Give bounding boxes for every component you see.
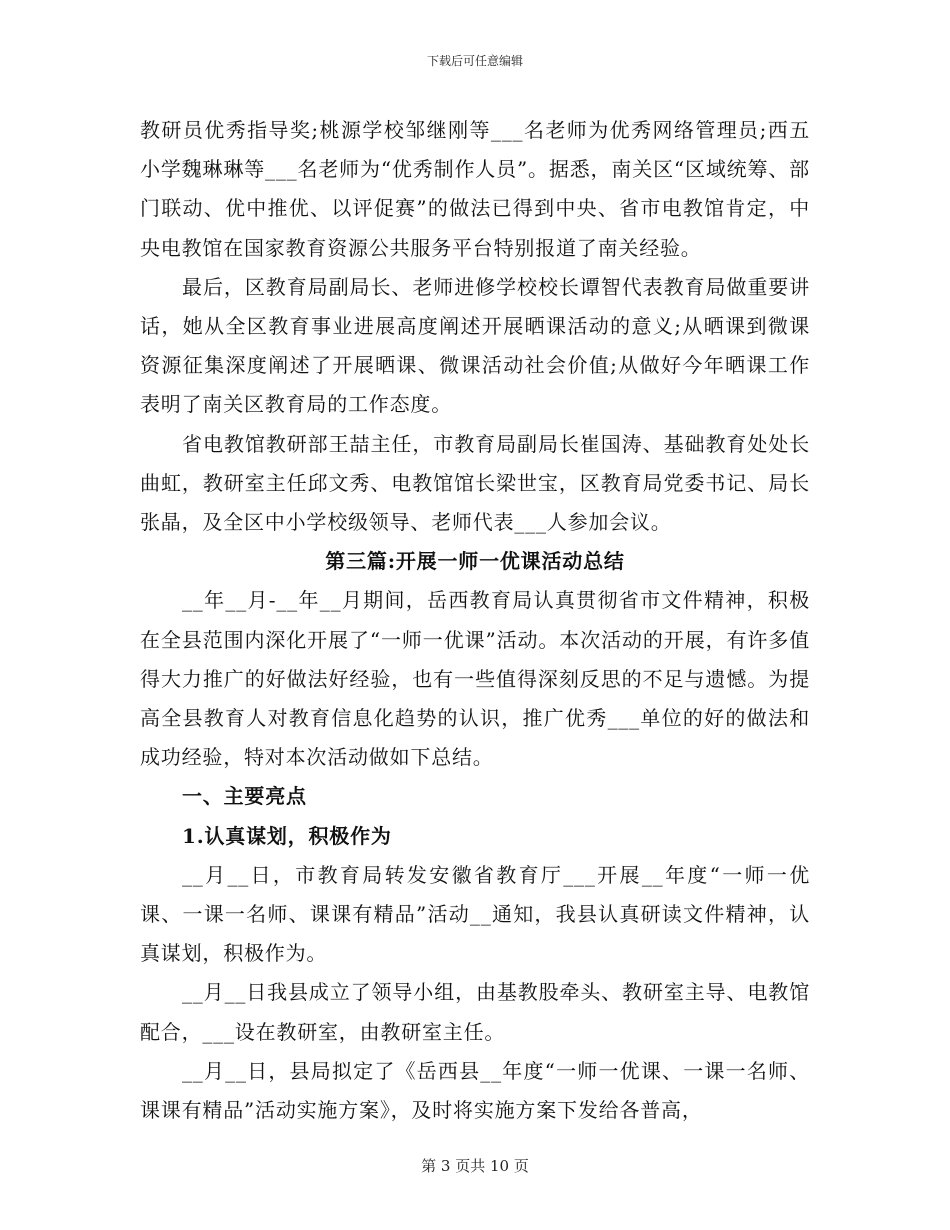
paragraph: __月__日我县成立了领导小组，由基教股牵头、教研室主导、电教馆配合，___设在教研室，由教研室主任。 [140, 980, 810, 1044]
paragraph: __月__日，市教育局转发安徽省教育厅___开展__年度“一师一优课、一课一名师、课课有精品”活动__通知，我县认真研读文件精神，认真谋划，积极作为。 [140, 862, 810, 966]
paragraph: 教研员优秀指导奖;桃源学校邹继刚等___名老师为优秀网络管理员;西五小学魏琳琳等___名老师为“优秀制作人员”。据悉，南关区“区域统筹、部门联动、优中推优、以评促赛”的做法已得到中央、省市电教馆肯定，中央电教馆在国家教育资源公共服务平台特别报道了南关经验。 [140, 118, 810, 260]
document-body [140, 111, 810, 1130]
paragraph: 最后，区教育局副局长、老师进修学校校长谭智代表教育局做重要讲话，她从全区教育事业进展高度阐述开展晒课活动的意义;从晒课到微课资源征集深度阐述了开展晒课、微课活动社会价值;从做好今年晒课工作表明了南关区教育局的工作态度。 [140, 274, 810, 417]
section-title: 第三篇:开展一师一优课活动总结 [325, 549, 625, 574]
subheading: 一、主要亮点 [182, 784, 307, 809]
paragraph: __月__日，县局拟定了《岳西县__年度“一师一优课、一课一名师、课课有精品”活动实施方案》，及时将实施方案下发给各普高， [140, 1058, 810, 1123]
page-footer: 第 3 页共 10 页 [421, 1157, 529, 1175]
subheading: 1.认真谋划，积极作为 [182, 823, 392, 848]
page-header: 下载后可任意编辑 [426, 54, 523, 68]
paragraph: 省电教馆教研部王喆主任，市教育局副局长崔国涛、基础教育处处长曲虹，教研室主任邱文秀、电教馆馆长梁世宝，区教育局党委书记、局长张晶，及全区中小学校级领导、老师代表___人参加会议。 [140, 431, 810, 535]
paragraph: __年__月-__年__月期间，岳西教育局认真贯彻省市文件精神，积极在全县范围内深化开展了“一师一优课”活动。本次活动的开展，有许多值得大力推广的好做法好经验，也有一些值得深刻反思的不足与遗憾。为提高全县教育人对教育信息化趋势的认识，推广优秀___单位的好的做法和成功经验，特对本次活动做如下总结。 [140, 588, 810, 770]
